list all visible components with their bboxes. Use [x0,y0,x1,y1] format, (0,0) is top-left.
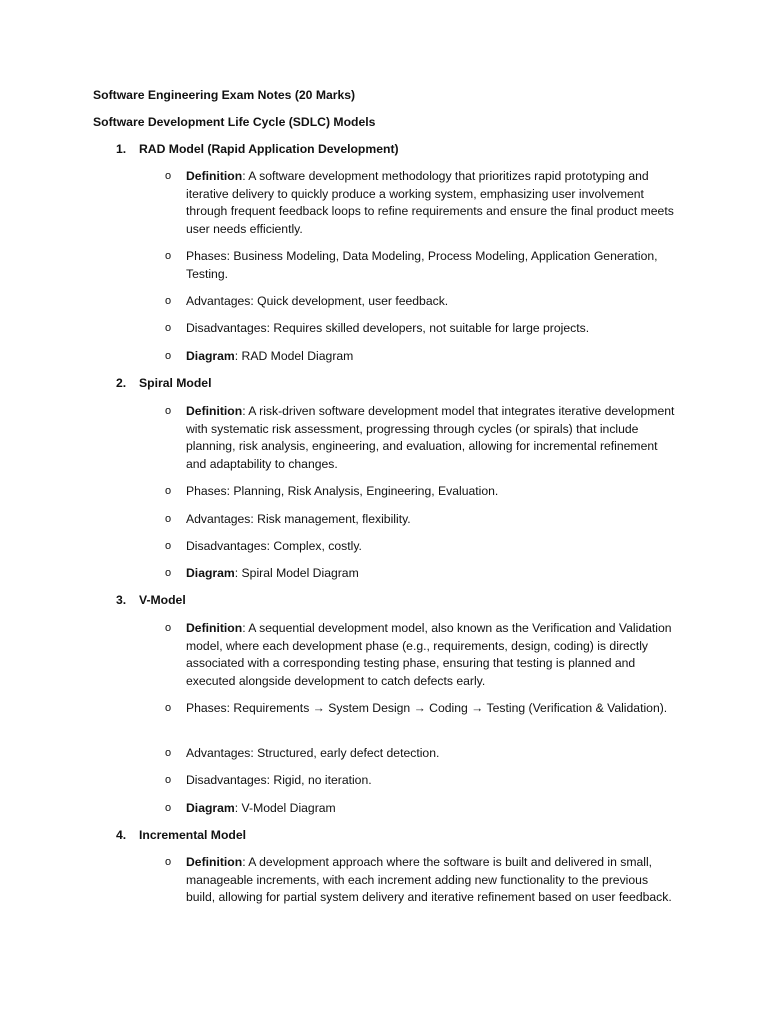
diagram-label: Diagram [186,349,235,363]
bullet-marker: o [164,513,172,525]
bullet-marker: o [164,485,172,497]
bullet-marker: o [164,702,172,714]
definition-label: Definition [186,621,243,635]
definition-text: : A software development methodology that prioritizes rapid prototyping and iterative delivery to quickly produce a working system, emphasizing user involvement through frequent feedback loops to refine requirements and ensure the final product meets user needs efficiently. [186,169,674,236]
bullet-marker: o [164,322,172,334]
bullet-marker: o [164,295,172,307]
rad-definition-item [164,168,676,238]
document-title: Software Engineering Exam Notes (20 Marks) [93,88,356,102]
advantages-text: Advantages: Quick development, user feedback. [186,294,449,308]
spiral-diagram-item [164,565,676,583]
bullet-marker: o [164,622,172,634]
list-number: 3. [116,593,127,607]
section-heading: Software Development Life Cycle (SDLC) Models [93,115,376,129]
model-name: Incremental Model [139,828,247,842]
model-name: V-Model [139,593,186,607]
model-heading-spiral [116,375,211,393]
incremental-definition-item [164,854,676,907]
disadvantages-text: Disadvantages: Complex, costly. [186,539,362,553]
bullet-marker: o [164,747,172,759]
definition-text: : A sequential development model, also known as the Verification and Validation model, where each development phase (e.g., requirements, design, coding) is directly associated with a corresponding testing phase, ensuring that testing is planned and executed alongside development to catch defects early. [186,621,672,688]
definition-label: Definition [186,169,243,183]
bullet-marker: o [164,567,172,579]
diagram-text: : V-Model Diagram [234,801,336,815]
model-name: Spiral Model [139,376,212,390]
list-number: 2. [116,376,127,390]
model-heading-rad [116,141,399,159]
bullet-marker: o [164,802,172,814]
list-number: 1. [116,142,127,156]
diagram-text: : RAD Model Diagram [234,349,354,363]
phases-text: Phases: Requirements → System Design → Coding → Testing (Verification & Validation). [186,701,668,715]
bullet-marker: o [164,540,172,552]
bullet-marker: o [164,250,172,262]
spiral-phases-item [164,483,676,501]
advantages-text: Advantages: Structured, early defect detection. [186,746,440,760]
spiral-definition-item [164,403,676,473]
bullet-marker: o [164,170,172,182]
definition-label: Definition [186,404,243,418]
bullet-marker: o [164,405,172,417]
rad-advantages-item [164,293,676,311]
rad-phases-item [164,248,676,283]
bullet-marker: o [164,350,172,362]
diagram-label: Diagram [186,566,235,580]
advantages-text: Advantages: Risk management, flexibility. [186,512,411,526]
diagram-text: : Spiral Model Diagram [234,566,359,580]
v-model-disadvantages-item [164,772,676,790]
model-name: RAD Model (Rapid Application Development) [139,142,399,156]
rad-disadvantages-item [164,320,676,338]
model-heading-v-model [116,592,186,610]
rad-diagram-item [164,348,676,366]
spiral-advantages-item [164,511,676,529]
bullet-marker: o [164,774,172,786]
diagram-label: Diagram [186,801,235,815]
definition-label: Definition [186,855,243,869]
phases-text: Phases: Business Modeling, Data Modeling, Process Modeling, Application Generation, Testing. [186,249,658,281]
definition-text: : A risk-driven software development model that integrates iterative development with systematic risk assessment, progressing through cycles (or spirals) that include planning, risk analysis, engineering, and evaluation, allowing for incremental refinement and adaptability to changes. [186,404,675,471]
v-model-diagram-item [164,800,676,818]
disadvantages-text: Disadvantages: Rigid, no iteration. [186,773,372,787]
list-number: 4. [116,828,127,842]
bullet-marker: o [164,856,172,868]
spiral-disadvantages-item [164,538,676,556]
disadvantages-text: Disadvantages: Requires skilled developers, not suitable for large projects. [186,321,590,335]
v-model-phases-item [164,700,676,718]
definition-text: : A development approach where the software is built and delivered in small, manageable increments, with each increment adding new functionality to the previous build, allowing for partial system delivery and iterative refinement based on user feedback. [186,855,672,905]
v-model-definition-item [164,620,676,690]
phases-text: Phases: Planning, Risk Analysis, Engineering, Evaluation. [186,484,499,498]
v-model-advantages-item [164,745,676,763]
model-heading-incremental [116,827,246,845]
